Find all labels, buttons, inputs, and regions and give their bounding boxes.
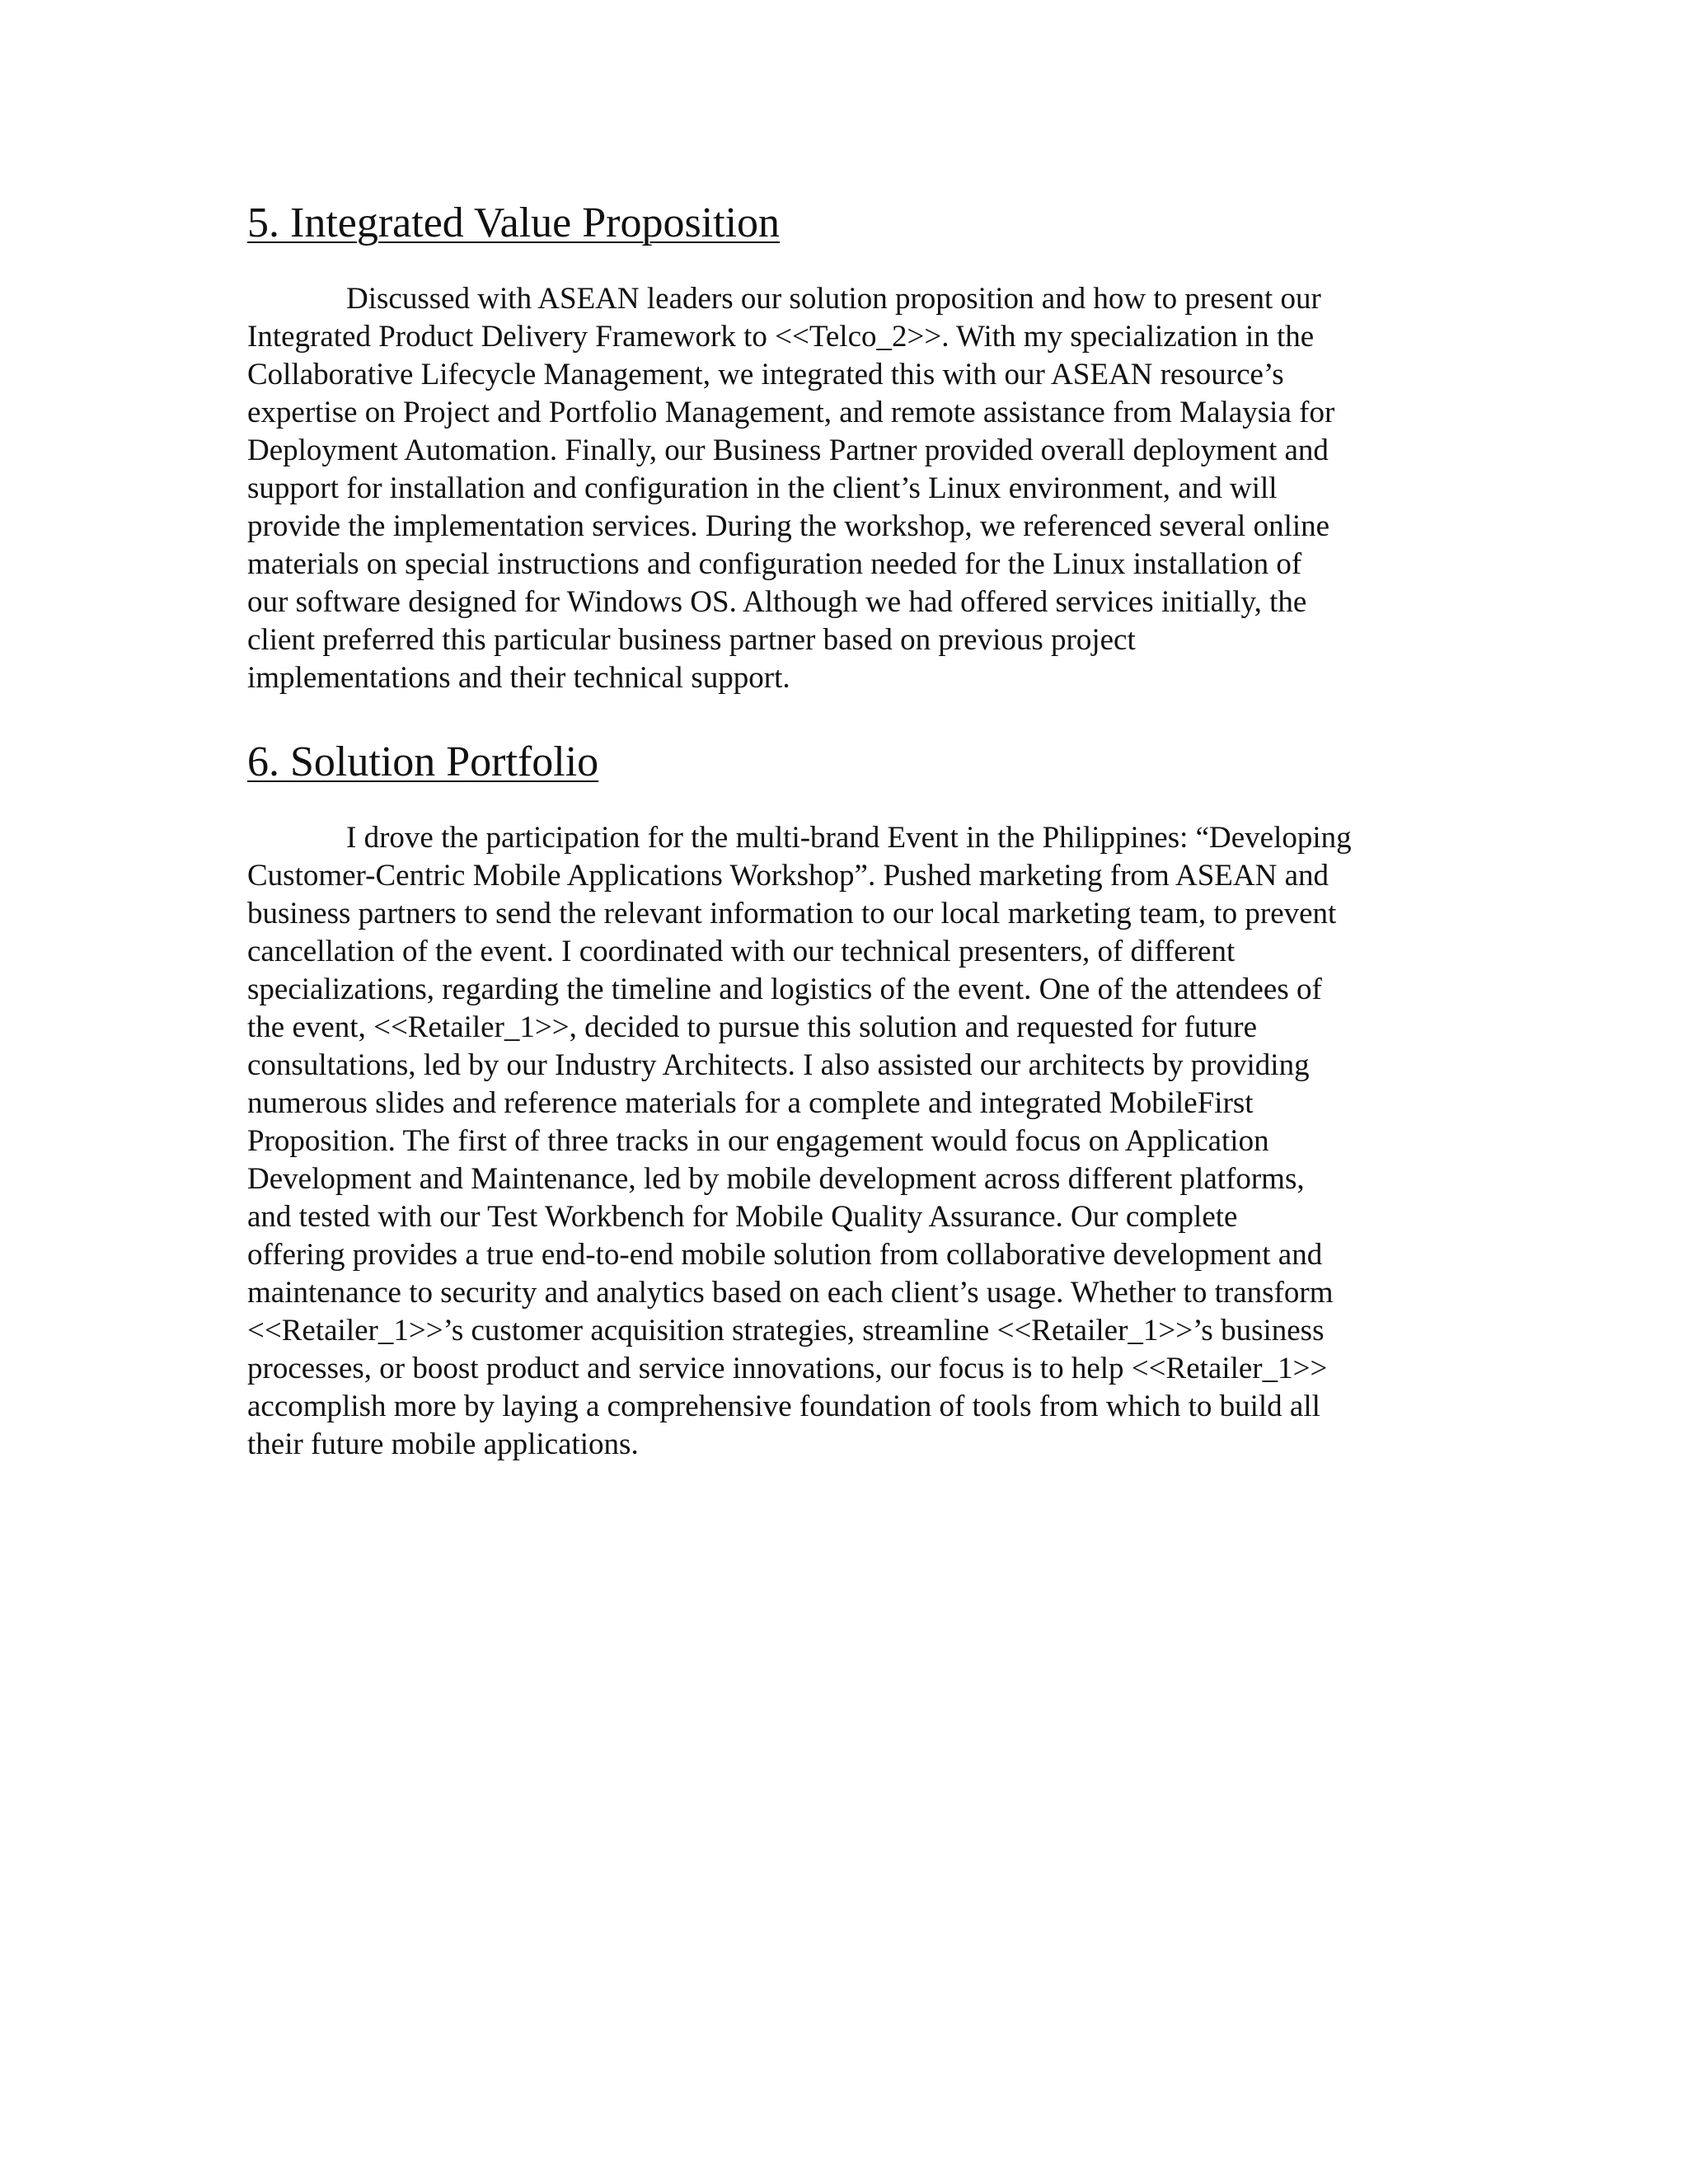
paragraph-line: Deployment Automation. Finally, our Business Partner provided overall deployment and — [247, 434, 1329, 467]
paragraph-line: processes, or boost product and service innovations, our focus is to help <<Retailer_1>> — [247, 1352, 1328, 1385]
paragraph-line: their future mobile applications. — [247, 1427, 639, 1461]
paragraph-line: maintenance to security and analytics based on each client’s usage. Whether to transform — [247, 1276, 1334, 1310]
section-heading: 5. Integrated Value Proposition — [247, 199, 781, 246]
paragraph-line: client preferred this particular business partner based on previous project — [247, 623, 1136, 657]
paragraph-line: and tested with our Test Workbench for Mobile Quality Assurance. Our complete — [247, 1200, 1238, 1234]
document-content — [247, 194, 1442, 1464]
section-paragraph — [247, 819, 1442, 1464]
paragraph-line: expertise on Project and Portfolio Management, and remote assistance from Malaysia for — [247, 396, 1335, 429]
paragraph-line: provide the implementation services. During the workshop, we referenced several online — [247, 509, 1330, 543]
section-heading: 6. Solution Portfolio — [247, 738, 599, 785]
section-integrated-value-proposition — [247, 194, 1442, 697]
paragraph-line: Collaborative Lifecycle Management, we integrated this with our ASEAN resource’s — [247, 358, 1284, 391]
section-paragraph — [247, 280, 1442, 697]
paragraph-line: consultations, led by our Industry Architects. I also assisted our architects by providing — [247, 1048, 1310, 1082]
paragraph-line: Proposition. The first of three tracks in our engagement would focus on Application — [247, 1124, 1269, 1158]
paragraph-line: our software designed for Windows OS. Although we had offered services initially, the — [247, 585, 1307, 619]
paragraph-line: Customer-Centric Mobile Applications Workshop”. Pushed marketing from ASEAN and — [247, 859, 1329, 893]
paragraph-line: business partners to send the relevant information to our local marketing team, to prevent — [247, 897, 1337, 930]
paragraph-line: cancellation of the event. I coordinated with our technical presenters, of different — [247, 935, 1236, 968]
paragraph-line: numerous slides and reference materials for a complete and integrated MobileFirst — [247, 1086, 1254, 1120]
paragraph-line: implementations and their technical support. — [247, 661, 790, 695]
paragraph-line: materials on special instructions and configuration needed for the Linux installation of — [247, 547, 1302, 581]
paragraph-line: specializations, regarding the timeline and logistics of the event. One of the attendees of — [247, 972, 1322, 1006]
paragraph-line: Integrated Product Delivery Framework to <<Telco_2>>. With my specialization in the — [247, 320, 1315, 354]
paragraph-line: Discussed with ASEAN leaders our solution proposition and how to present our — [346, 282, 1321, 316]
section-solution-portfolio — [247, 733, 1442, 1464]
paragraph-line: I drove the participation for the multi-brand Event in the Philippines: “Developing — [346, 821, 1352, 855]
paragraph-line: accomplish more by laying a comprehensive foundation of tools from which to build all — [247, 1390, 1320, 1423]
paragraph-line: <<Retailer_1>>’s customer acquisition strategies, streamline <<Retailer_1>>’s business — [247, 1314, 1325, 1347]
paragraph-line: Development and Maintenance, led by mobile development across different platforms, — [247, 1162, 1305, 1196]
paragraph-line: support for installation and configuration in the client’s Linux environment, and will — [247, 471, 1278, 505]
paragraph-line: offering provides a true end-to-end mobile solution from collaborative development and — [247, 1238, 1323, 1272]
paragraph-line: the event, <<Retailer_1>>, decided to pursue this solution and requested for future — [247, 1010, 1257, 1044]
